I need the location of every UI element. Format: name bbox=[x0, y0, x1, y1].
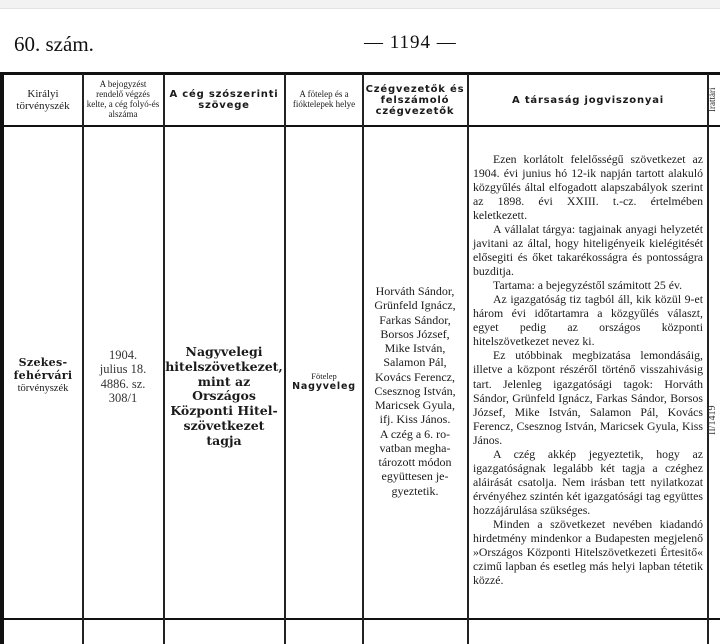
cell-court bbox=[4, 356, 82, 396]
row-bottom-rule bbox=[0, 618, 720, 620]
manager-line: Salamon Pál, bbox=[383, 355, 447, 370]
manager-line: Grünfeld Ignácz, bbox=[374, 298, 456, 313]
court-line1: Szekes- bbox=[18, 356, 68, 369]
column-divider bbox=[284, 74, 286, 644]
archive-reference: II/1419 bbox=[707, 405, 718, 435]
manager-line: vatban megha- bbox=[379, 440, 451, 455]
legal-paragraph: Ez utóbbinak megbizatása lemondásáig, illetve a központ részéről történő visszahivásig tart. Jelenleg igazgatósági tagok: Horváth Sándor, Grünfeld Ignácz, Farkas Sándor, Borsos József, Mike István, Salamon Pál, Kovács Ferencz, Csesznog István, Maricsek Gyula, Kiss János. bbox=[473, 348, 703, 447]
legal-paragraph: Minden a szövetkezet nevében kiadandó hirdetmény mindenkor a Budapesten megjelenő »Országos Központi Hitelszövetkezeti Értesitő« czimű lapban és esetleg más helyi lapban tétetik közzé. bbox=[473, 516, 703, 587]
header-bottom-rule bbox=[0, 125, 720, 127]
manager-line: Borsos József, bbox=[380, 326, 450, 341]
cell-legal-relations bbox=[473, 152, 703, 587]
company-line3: mint az Országos bbox=[192, 373, 256, 404]
cell-managers bbox=[364, 284, 466, 498]
decree-line1: 1904. bbox=[108, 348, 138, 362]
column-divider bbox=[467, 74, 469, 644]
cell-decree bbox=[84, 348, 162, 406]
header-company-text: A cég szószerinti szövege bbox=[169, 89, 279, 111]
manager-line: Kovács Ferencz, bbox=[375, 369, 455, 384]
company-line1: Nagyvelegi bbox=[185, 344, 263, 359]
manager-line: ifj. Kiss János. bbox=[379, 412, 451, 427]
header-archive: Irattári bbox=[707, 87, 717, 113]
legal-paragraph: Tartama: a bejegyzéstől számitott 25 év. bbox=[493, 278, 683, 293]
manager-line: A czég a 6. ro- bbox=[379, 426, 451, 441]
header-court: Királyi törvényszék bbox=[16, 87, 70, 112]
manager-line: tározott módon bbox=[378, 455, 452, 470]
location-place: Nagyveleg bbox=[292, 381, 356, 392]
manager-line: Farkas Sándor, bbox=[379, 312, 451, 327]
header-decree: A bejogyzést rendelő végzés kelte, a cég folyó-és alszáma bbox=[86, 79, 160, 119]
court-line2: fehérvári bbox=[13, 369, 73, 383]
header-managers: Czégvezetők és felszámoló czégvezetők bbox=[365, 83, 465, 117]
legal-paragraph: Ezen korlátolt felelősségű szövetkezet az 1904. évi junius hó 12-ik napján tartott alakuló közgyűlés által elfogadott alapszabályok szerint az 1898. évi XXIII. t.-cz. értelmében keletkezett. bbox=[473, 152, 703, 223]
cell-company-name bbox=[165, 345, 283, 448]
legal-paragraph: Az igazgatóság tiz tagból áll, kik közül 9-et három évi időtartamra a közgyűlés választ, egyet pedig az országos központi hitelszövetkezet nevez ki. bbox=[473, 292, 703, 349]
company-line4: Központi Hitel- bbox=[170, 403, 278, 418]
header-location: A fötelep és a fióktelepek helye bbox=[292, 89, 356, 109]
issue-number: 60. szám. bbox=[14, 32, 94, 56]
manager-line: együttesen je- bbox=[381, 469, 449, 484]
table-top-rule bbox=[0, 72, 720, 75]
legal-paragraph: A vállalat tárgya: tagjainak anyagi helyzetét javitani az által, hogy hiteligényeik kielégitését elősegiti és őket takarékosságra és pontosságra buzditja. bbox=[473, 222, 703, 279]
legal-paragraph: A czég akkép jegyeztetik, hogy az igazgatóságnak legalább két tagja a czéghez aláirását csatolja. Nem irásban tett nyilatkozat érvényéhez szintén két igazgatósági tag együttes hozzájárulása szükséges. bbox=[473, 446, 703, 517]
viewer-top-edge bbox=[0, 0, 720, 9]
company-line2: hitelszövetkezet, bbox=[165, 358, 283, 374]
cell-location bbox=[286, 371, 362, 392]
manager-line: gyeztetik. bbox=[391, 483, 439, 498]
manager-line: Maricsek Gyula, bbox=[375, 398, 455, 413]
decree-line4: 308/1 bbox=[108, 391, 138, 406]
header-legal-relations: A társaság jogviszonyai bbox=[512, 94, 664, 106]
page-number: — 1194 — bbox=[364, 32, 457, 53]
manager-line: Mike István, bbox=[384, 341, 446, 356]
location-label: Fötelep bbox=[311, 371, 337, 381]
decree-line2: julius 18. bbox=[99, 362, 147, 377]
manager-line: Csesznog István, bbox=[374, 383, 456, 398]
court-line3: törvényszék bbox=[17, 383, 69, 395]
decree-line3: 4886. sz. bbox=[100, 376, 146, 391]
manager-line: Horváth Sándor, bbox=[375, 284, 455, 298]
company-line5: szövetkezet tagja bbox=[183, 417, 265, 448]
